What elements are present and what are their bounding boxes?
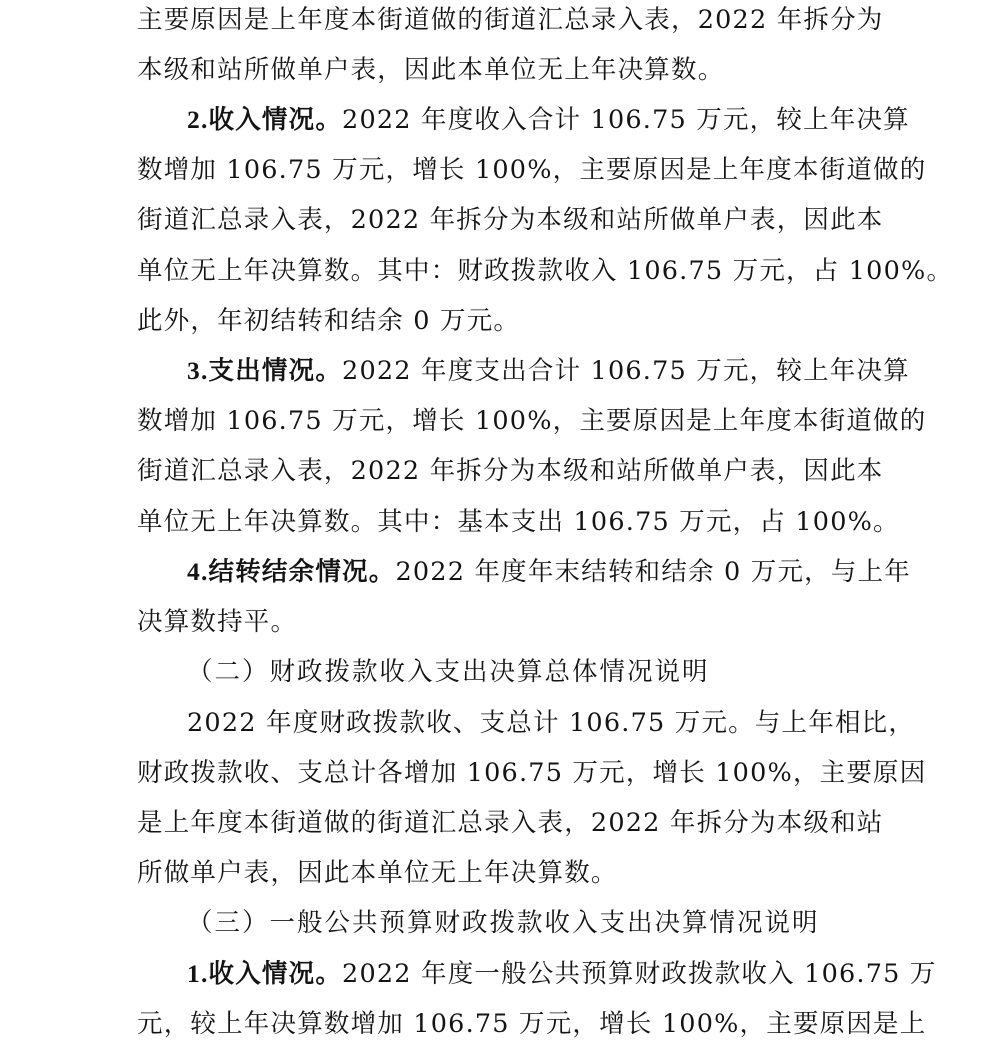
- paragraph-line: 决算数持平。: [137, 607, 298, 637]
- paragraph-line: 单位无上年决算数。其中：基本支出 106.75 万元，占 100%。: [137, 507, 900, 537]
- paragraph-line: 单位无上年决算数。其中：财政拨款收入 106.75 万元，占 100%。: [137, 256, 954, 286]
- paragraph-text: 2022 年度年末结转和结余 0 万元，与上年: [395, 557, 911, 587]
- paragraph-line: [187, 956, 937, 992]
- paragraph-line: [187, 554, 911, 590]
- paragraph-line: 2022 年度财政拨款收、支总计 106.75 万元。与上年相比，: [187, 708, 916, 738]
- paragraph-line: 数增加 106.75 万元，增长 100%，主要原因是上年度本街道做的: [137, 406, 927, 436]
- paragraph-line: [187, 102, 910, 138]
- section-lead-carryover: 4.结转结余情况。: [187, 557, 396, 586]
- section-lead-income: 2.收入情况。: [187, 105, 343, 134]
- paragraph-line: 此外，年初结转和结余 0 万元。: [137, 306, 521, 336]
- paragraph-line: 是上年度本街道做的街道汇总录入表，2022 年拆分为本级和站: [137, 808, 884, 838]
- paragraph-line: 本级和站所做单户表，因此本单位无上年决算数。: [137, 55, 725, 85]
- paragraph-line: 街道汇总录入表，2022 年拆分为本级和站所做单户表，因此本: [137, 456, 884, 486]
- paragraph-text: 2022 年度收入合计 106.75 万元，较上年决算: [342, 105, 910, 135]
- paragraph-line: 财政拨款收、支总计各增加 106.75 万元，增长 100%，主要原因: [137, 758, 927, 788]
- paragraph-line: 主要原因是上年度本街道做的街道汇总录入表，2022 年拆分为: [137, 5, 884, 35]
- paragraph-text: 2022 年度支出合计 106.75 万元，较上年决算: [342, 356, 910, 386]
- paragraph-line: 街道汇总录入表，2022 年拆分为本级和站所做单户表，因此本: [137, 205, 884, 235]
- paragraph-line: 所做单户表，因此本单位无上年决算数。: [137, 858, 618, 888]
- paragraph-line: [187, 353, 910, 389]
- section-heading: （二）财政拨款收入支出决算总体情况说明: [187, 657, 710, 687]
- paragraph-line: 元，较上年决算数增加 106.75 万元，增长 100%，主要原因是上: [137, 1009, 927, 1039]
- paragraph-text: 2022 年度一般公共预算财政拨款收入 106.75 万: [342, 959, 937, 989]
- section-lead-expenditure: 3.支出情况。: [187, 356, 343, 385]
- section-heading: （三）一般公共预算财政拨款收入支出决算情况说明: [187, 908, 820, 938]
- section-lead-income: 1.收入情况。: [187, 959, 343, 988]
- paragraph-line: 数增加 106.75 万元，增长 100%，主要原因是上年度本街道做的: [137, 155, 927, 185]
